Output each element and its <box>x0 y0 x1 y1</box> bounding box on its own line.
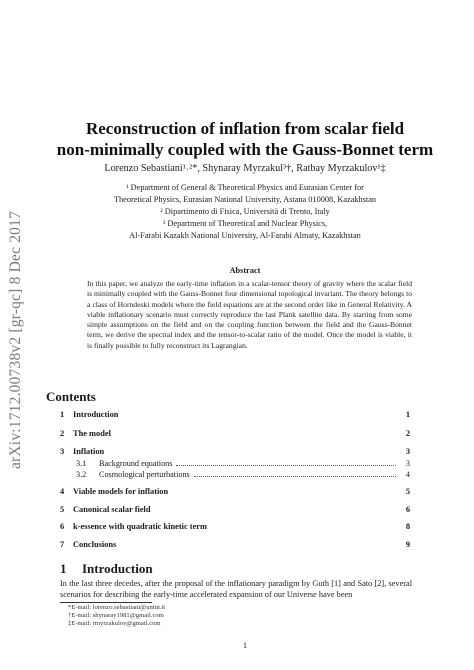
section-title: Introduction <box>82 561 153 576</box>
toc-entry-page: 6 <box>405 505 410 514</box>
footnote-rule <box>60 602 152 603</box>
toc-entry-label: Viable models for inflation <box>73 487 169 496</box>
toc-dot-leader <box>176 458 396 466</box>
page-number: 1 <box>242 641 248 650</box>
toc-entry-label: Introduction <box>73 410 119 419</box>
toc-entry-number: 7 <box>60 540 65 549</box>
toc-entry-number: 5 <box>60 505 65 514</box>
toc-entry[interactable] <box>60 410 410 422</box>
affiliation-line: ³ Department of Theoretical and Nuclear Physics, <box>162 219 328 228</box>
toc-entry-number: 3.2 <box>76 470 87 479</box>
toc-entry-label: k-essence with quadratic kinetic term <box>73 522 207 531</box>
toc-entry-label: Conclusions <box>73 540 117 549</box>
paper-title <box>40 118 450 160</box>
affiliation-line: ² Dipartimento di Fisica, Università di Trento, Italy <box>160 207 330 216</box>
abstract-heading: Abstract <box>229 266 261 275</box>
toc-entry-label: Canonical scalar field <box>73 505 151 514</box>
toc-entry-page: 4 <box>405 470 410 479</box>
toc-entry-number: 6 <box>60 522 65 531</box>
toc-entry-number: 2 <box>60 429 65 438</box>
section-number: 1 <box>60 561 67 576</box>
toc-entry[interactable] <box>60 540 410 552</box>
affiliation-line: Theoretical Physics, Eurasian National University, Astana 010008, Kazakhstan <box>113 195 377 204</box>
toc-entry-number: 3.1 <box>76 459 87 468</box>
toc-entry-number: 3 <box>60 447 65 456</box>
paper-title-line-2: non-minimally coupled with the Gauss-Bonnet term <box>56 140 434 159</box>
author-list: Lorenzo Sebastiani¹˒²*, Shynaray Myrzakul³†, Ratbay Myrzakulov¹‡ <box>104 163 386 174</box>
arxiv-identifier-text: arXiv:1712.00738v2 [gr-qc] 8 Dec 2017 <box>7 210 25 470</box>
toc-entry[interactable] <box>60 505 410 517</box>
toc-entry[interactable] <box>60 487 410 499</box>
toc-entry-page: 1 <box>405 410 410 419</box>
contents-heading: Contents <box>46 389 96 404</box>
paper-title-line-1: Reconstruction of inflation from scalar field <box>85 119 405 138</box>
footnote-email: ‡E-mail: rmyrzakulov@gmail.com <box>68 620 161 627</box>
toc-entry-label: The model <box>73 429 111 438</box>
toc-entry-page: 9 <box>405 540 410 549</box>
arxiv-identifier-stamp <box>3 195 29 485</box>
abstract-text: In this paper, we analyze the early-time inflation in a scalar-tensor theory of gravity where the scalar field is minimally coupled with the Gauss-Bonnet four dimensional topological invariant. The theory belongs to a class of Horndeski models where the field equations are at the second order like in General Relativity. A viable inflationary scenario must correctly reproduce the last Plank satellite data. By starting from some simple assumptions on the field and on the coupling function between the field and the Gauss-Bonnet term, we derive the spectral index and the tensor-to-scalar ratio of the model. Once the model is viable, it is finally possible to fully reconstruct its Lagrangian. <box>87 279 412 350</box>
toc-entry-page: 8 <box>405 522 410 531</box>
toc-entry-label: Background equations <box>99 459 173 468</box>
toc-entry-number: 1 <box>60 410 65 419</box>
toc-entry-page: 3 <box>405 447 410 456</box>
toc-entry-number: 4 <box>60 487 65 496</box>
toc-subentry[interactable] <box>76 469 410 481</box>
toc-entry-page: 3 <box>405 459 410 468</box>
toc-entry[interactable] <box>60 522 410 534</box>
toc-dot-leader <box>194 469 396 477</box>
affiliation-line: Al-Farabi Kazakh National University, Al-Farabi Almaty, Kazakhstan <box>129 231 361 240</box>
footnote-email: *E-mail: lorenzo.sebastiani@unitn.it <box>68 604 166 611</box>
toc-entry-label: Cosmological perturbations <box>99 470 190 479</box>
section-heading-introduction <box>60 561 153 577</box>
toc-entry-page: 2 <box>405 429 410 438</box>
affiliation-line: ¹ Department of General & Theoretical Physics and Eurasian Center for <box>126 183 364 192</box>
footnote-email: †E-mail: shynaray1981@gmail.com <box>68 612 164 619</box>
introduction-paragraph: In the last three decedes, after the proposal of the inflationary paradigm by Guth [1] and Sato [2], several scenarios for describing the early-time accelerated expansion of our Universe have been <box>60 579 412 599</box>
toc-entry-label: Inflation <box>73 447 105 456</box>
toc-entry-page: 5 <box>405 487 410 496</box>
toc-entry[interactable] <box>60 429 410 441</box>
